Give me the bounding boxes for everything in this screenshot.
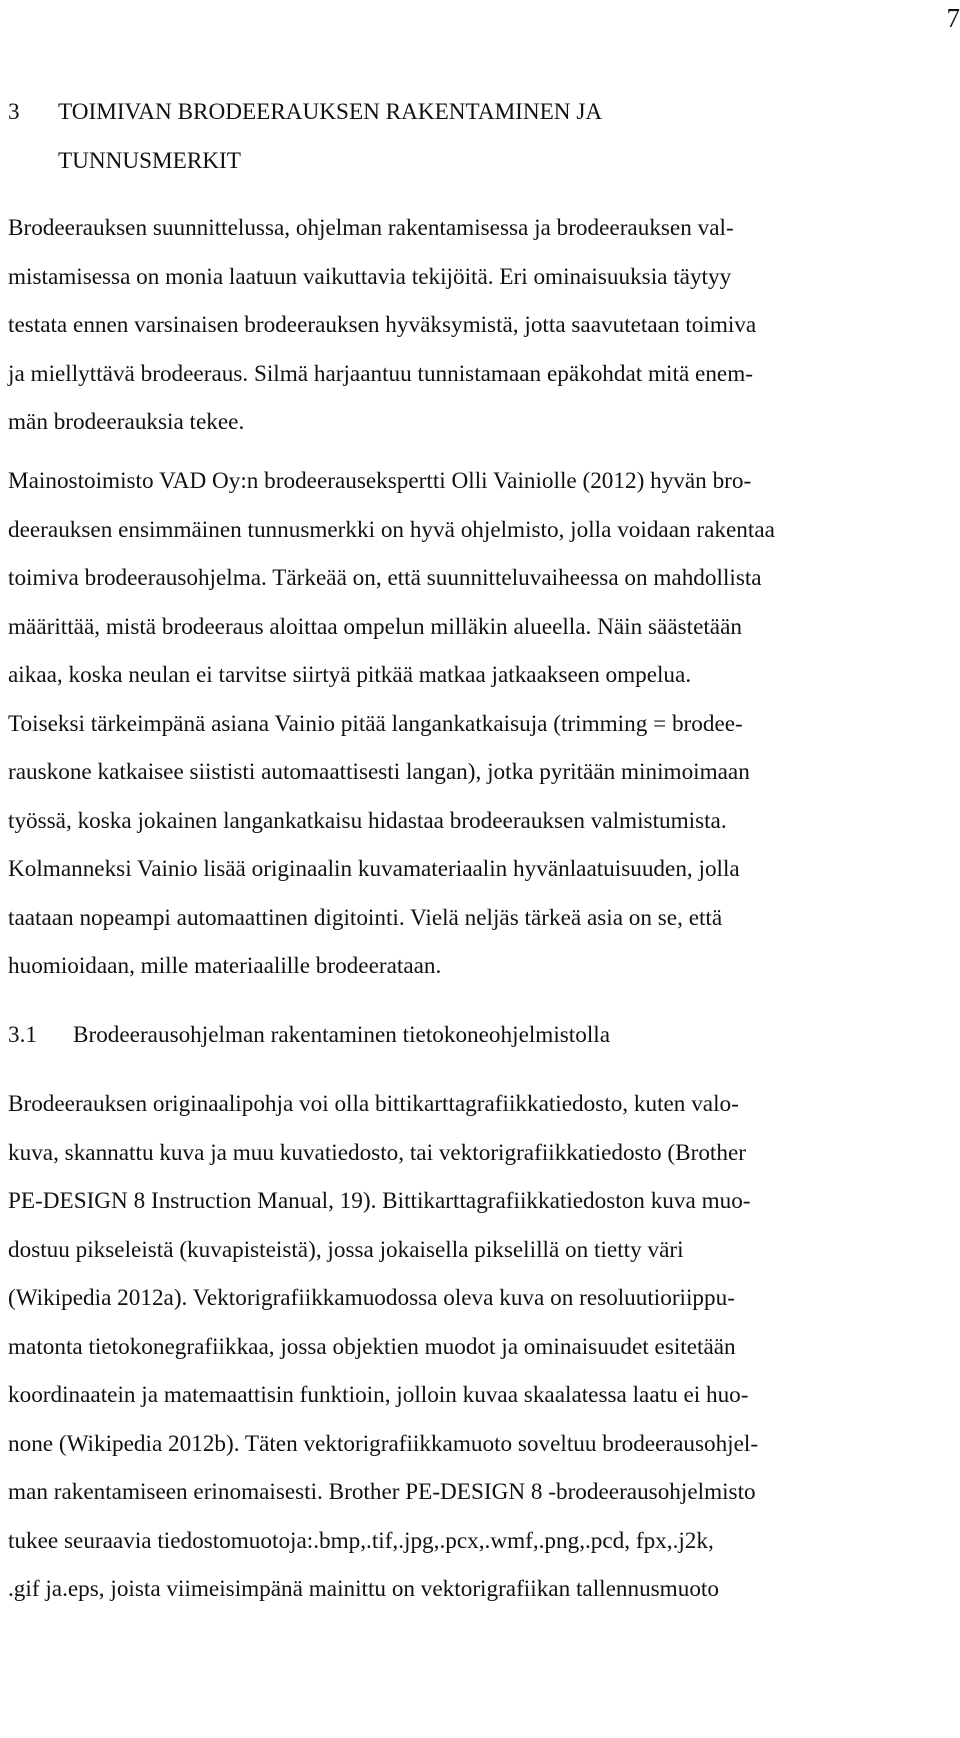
paragraph-3 bbox=[8, 1080, 953, 1614]
text-line: määrittää, mistä brodeeraus aloittaa ompelun milläkin alueella. Näin säästetään bbox=[8, 613, 742, 640]
paragraph-1 bbox=[8, 204, 953, 447]
chapter-title-line: TUNNUSMERKIT bbox=[58, 147, 241, 174]
text-line: .gif ja.eps, joista viimeisimpänä mainittu on vektorigrafiikan tallennusmuoto bbox=[8, 1576, 719, 1602]
text-line: (Wikipedia 2012a). Vektorigrafiikkamuodossa oleva kuva on resoluutioriippu- bbox=[8, 1285, 735, 1311]
chapter-title-line: TOIMIVAN BRODEERAUKSEN RAKENTAMINEN JA bbox=[58, 99, 603, 125]
text-line: Brodeerauksen originaalipohja voi olla bittikarttagrafiikkatiedosto, kuten valo- bbox=[8, 1091, 739, 1117]
text-line: PE-DESIGN 8 Instruction Manual, 19). Bittikarttagrafiikkatiedoston kuva muo- bbox=[8, 1188, 751, 1214]
chapter-heading bbox=[8, 88, 953, 185]
text-line: mistamisessa on monia laatuun vaikuttavia tekijöitä. Eri ominaisuuksia täytyy bbox=[8, 263, 732, 290]
text-line: työssä, koska jokainen langankatkaisu hidastaa brodeerauksen valmistumista. bbox=[8, 807, 727, 834]
text-line: none (Wikipedia 2012b). Täten vektorigrafiikkamuoto soveltuu brodeerausohjel- bbox=[8, 1430, 759, 1457]
page-number: 7 bbox=[946, 3, 960, 33]
text-line: Brodeerauksen suunnittelussa, ohjelman rakentamisessa ja brodeerauksen val- bbox=[8, 215, 734, 241]
text-line: koordinaatein ja matemaattisin funktioin, jolloin kuvaa skaalatessa laatu ei huo- bbox=[8, 1382, 749, 1408]
text-line: man rakentamiseen erinomaisesti. Brother PE-DESIGN 8 -brodeerausohjelmisto bbox=[8, 1479, 756, 1505]
section-heading bbox=[8, 1011, 953, 1060]
section-number: 3.1 bbox=[8, 1022, 37, 1048]
text-line: Toiseksi tärkeimpänä asiana Vainio pitää langankatkaisuja (trimming = brodee- bbox=[8, 710, 743, 737]
text-line: testata ennen varsinaisen brodeerauksen hyväksymistä, jotta saavutetaan toimiva bbox=[8, 312, 757, 338]
text-line: toimiva brodeerausohjelma. Tärkeää on, että suunnitteluvaiheessa on mahdollista bbox=[8, 565, 762, 591]
section-title: Brodeerausohjelman rakentaminen tietokoneohjelmistolla bbox=[73, 1022, 611, 1048]
text-line: dostuu pikseleistä (kuvapisteistä), jossa jokaisella pikselillä on tietty väri bbox=[8, 1236, 684, 1263]
text-line: tukee seuraavia tiedostomuotoja:.bmp,.tif,.jpg,.pcx,.wmf,.png,.pcd, fpx,.j2k, bbox=[8, 1527, 714, 1554]
text-line: kuva, skannattu kuva ja muu kuvatiedosto, tai vektorigrafiikkatiedosto (Brother bbox=[8, 1139, 746, 1166]
text-line: deerauksen ensimmäinen tunnusmerkki on hyvä ohjelmisto, jolla voidaan rakentaa bbox=[8, 516, 775, 543]
text-line: ja miellyttävä brodeeraus. Silmä harjaantuu tunnistamaan epäkohdat mitä enem- bbox=[8, 360, 753, 387]
text-line: aikaa, koska neulan ei tarvitse siirtyä pitkää matkaa jatkaakseen ompelua. bbox=[8, 662, 692, 688]
text-line: Mainostoimisto VAD Oy:n brodeerausekspertti Olli Vainiolle (2012) hyvän bro- bbox=[8, 468, 752, 494]
text-line: män brodeerauksia tekee. bbox=[8, 409, 245, 435]
text-line: matonta tietokonegrafiikkaa, jossa objektien muodot ja ominaisuudet esitetään bbox=[8, 1333, 736, 1360]
text-line: rauskone katkaisee siististi automaattisesti langan), jotka pyritään minimoimaan bbox=[8, 759, 750, 785]
chapter-number: 3 bbox=[8, 99, 20, 125]
text-line: Kolmanneksi Vainio lisää originaalin kuvamateriaalin hyvänlaatuisuuden, jolla bbox=[8, 856, 740, 882]
paragraph-2 bbox=[8, 457, 953, 991]
text-line: huomioidaan, mille materiaalille brodeerataan. bbox=[8, 953, 442, 979]
text-line: taataan nopeampi automaattinen digitointi. Vielä neljäs tärkeä asia on se, että bbox=[8, 904, 723, 931]
